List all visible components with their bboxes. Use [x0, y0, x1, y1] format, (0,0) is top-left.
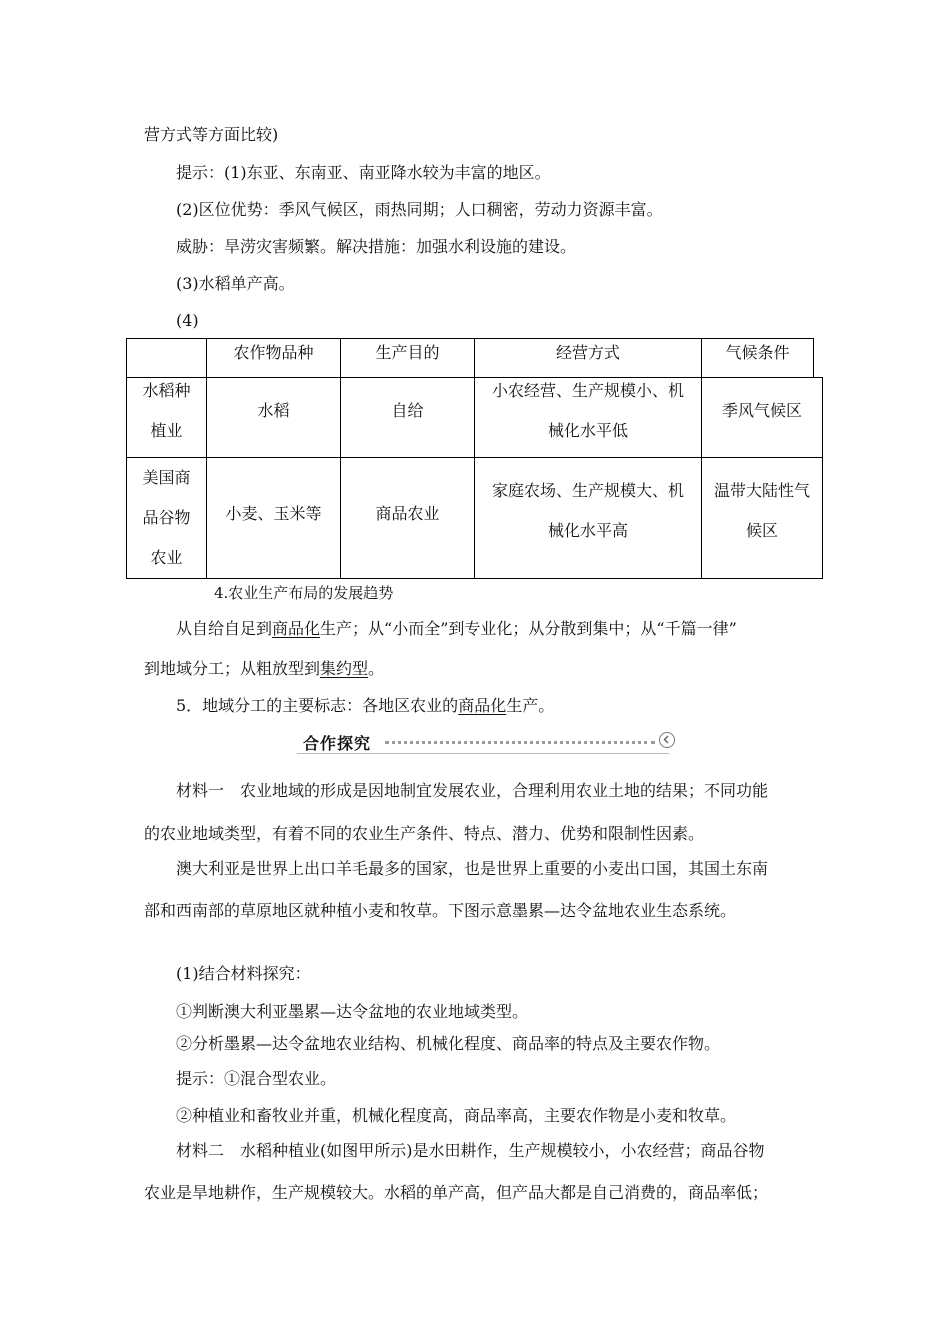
table-cell-purpose: 商品农业 — [375, 504, 440, 523]
cell-line: 水稻种 — [142, 381, 191, 400]
hint-1: 提示：①混合型农业。 — [176, 1069, 337, 1088]
paragraph-hint-3: (3)水稻单产高。 — [176, 274, 295, 293]
table-cell-type — [127, 371, 206, 451]
table-header-climate: 气候条件 — [725, 343, 790, 362]
material-1-line-4: 部和西南部的草原地区就种植小麦和牧草。下图示意墨累—达令盆地农业生态系统。 — [144, 901, 737, 920]
banner-underline — [297, 753, 669, 754]
section-4-line-2 — [144, 658, 384, 680]
chevron-left-icon — [659, 732, 675, 748]
material-1-line-2: 的农业地域类型，有着不同的农业生产条件、特点、潜力、优势和限制性因素。 — [144, 824, 705, 843]
cell-line: 美国商 — [142, 468, 191, 487]
hint-2: ②种植业和畜牧业并重，机械化程度高，商品率高，主要农作物是小麦和牧草。 — [176, 1106, 737, 1125]
cell-line: 小农经营、生产规模小、机 — [491, 381, 684, 400]
dotted-line — [385, 741, 655, 744]
section-4-line-1 — [176, 618, 737, 640]
table-cell-climate — [702, 471, 822, 551]
cooperation-banner — [297, 729, 683, 755]
table-header-empty — [127, 339, 206, 367]
table-cell-climate — [702, 378, 822, 444]
text-segment: 。 — [368, 659, 385, 678]
paragraph-threat: 威胁：旱涝灾害频繁。解决措施：加强水利设施的建设。 — [176, 237, 577, 256]
material-2-line-2: 农业是旱地耕作，生产规模较大。水稻的单产高，但产品大都是自己消费的，商品率低； — [144, 1183, 769, 1202]
material-1-line-1: 材料一 农业地域的形成是因地制宜发展农业，合理利用农业土地的结果；不同功能 — [176, 781, 769, 800]
material-2-line-1: 材料二 水稻种植业(如图甲所示)是水田耕作，生产规模较小，小农经营；商品谷物 — [176, 1141, 765, 1160]
cell-line: 农业 — [150, 548, 183, 567]
table-cell-purpose: 自给 — [391, 401, 424, 420]
section-4-title: 4.农业生产布局的发展趋势 — [214, 584, 394, 602]
material-1-line-3: 澳大利亚是世界上出口羊毛最多的国家，也是世界上重要的小麦出口国，其国土东南 — [176, 859, 769, 878]
table-header-mode: 经营方式 — [555, 343, 620, 362]
cell-line: 植业 — [150, 421, 183, 440]
cell-line: 温带大陆性气 — [713, 481, 810, 500]
underlined-term: 商品化 — [272, 619, 321, 638]
table-header-crop: 农作物品种 — [233, 343, 314, 362]
text-segment: 生产。 — [506, 696, 555, 715]
section-5-line — [176, 695, 554, 717]
table-cell-crop: 水稻 — [257, 401, 290, 420]
cell-line: 家庭农场、生产规模大、机 — [491, 481, 684, 500]
table-cell-crop: 小麦、玉米等 — [225, 504, 322, 523]
question-1b: ②分析墨累—达令盆地农业结构、机械化程度、商品率的特点及主要农作物。 — [176, 1034, 721, 1053]
cell-line: 械化水平低 — [547, 421, 628, 440]
text-segment: 到地域分工；从粗放型到 — [144, 659, 321, 678]
table-line — [813, 338, 814, 378]
paragraph-hint-4: (4) — [176, 311, 199, 330]
table-line — [822, 377, 823, 579]
cell-line: 械化水平高 — [547, 521, 628, 540]
underlined-term: 商品化 — [458, 696, 507, 715]
table-header-purpose: 生产目的 — [375, 343, 440, 362]
table-cell-mode — [475, 471, 701, 551]
text-segment: 从自给自足到 — [176, 619, 273, 638]
paragraph-location-advantage: (2)区位优势：季风气候区，雨热同期；人口稠密，劳动力资源丰富。 — [176, 200, 663, 219]
question-1a: ①判断澳大利亚墨累—达令盆地的农业地域类型。 — [176, 1002, 529, 1021]
underlined-term: 集约型 — [320, 659, 369, 678]
banner-title: 合作探究 — [303, 734, 372, 753]
table-cell-type — [127, 458, 206, 578]
paragraph-compare-tail: 营方式等方面比较) — [144, 125, 279, 144]
cell-line: 候区 — [745, 521, 778, 540]
text-segment: 5．地域分工的主要标志：各地区农业的 — [176, 696, 459, 715]
table-cell-mode — [475, 371, 701, 451]
cell-line: 季风气候区 — [721, 401, 802, 420]
text-segment: 生产；从“小而全”到专业化；从分散到集中；从“千篇一律” — [320, 619, 737, 638]
paragraph-hint-1: 提示：(1)东亚、东南亚、南亚降水较为丰富的地区。 — [176, 163, 551, 182]
cell-line: 品谷物 — [142, 508, 191, 527]
question-1: (1)结合材料探究： — [176, 964, 311, 983]
